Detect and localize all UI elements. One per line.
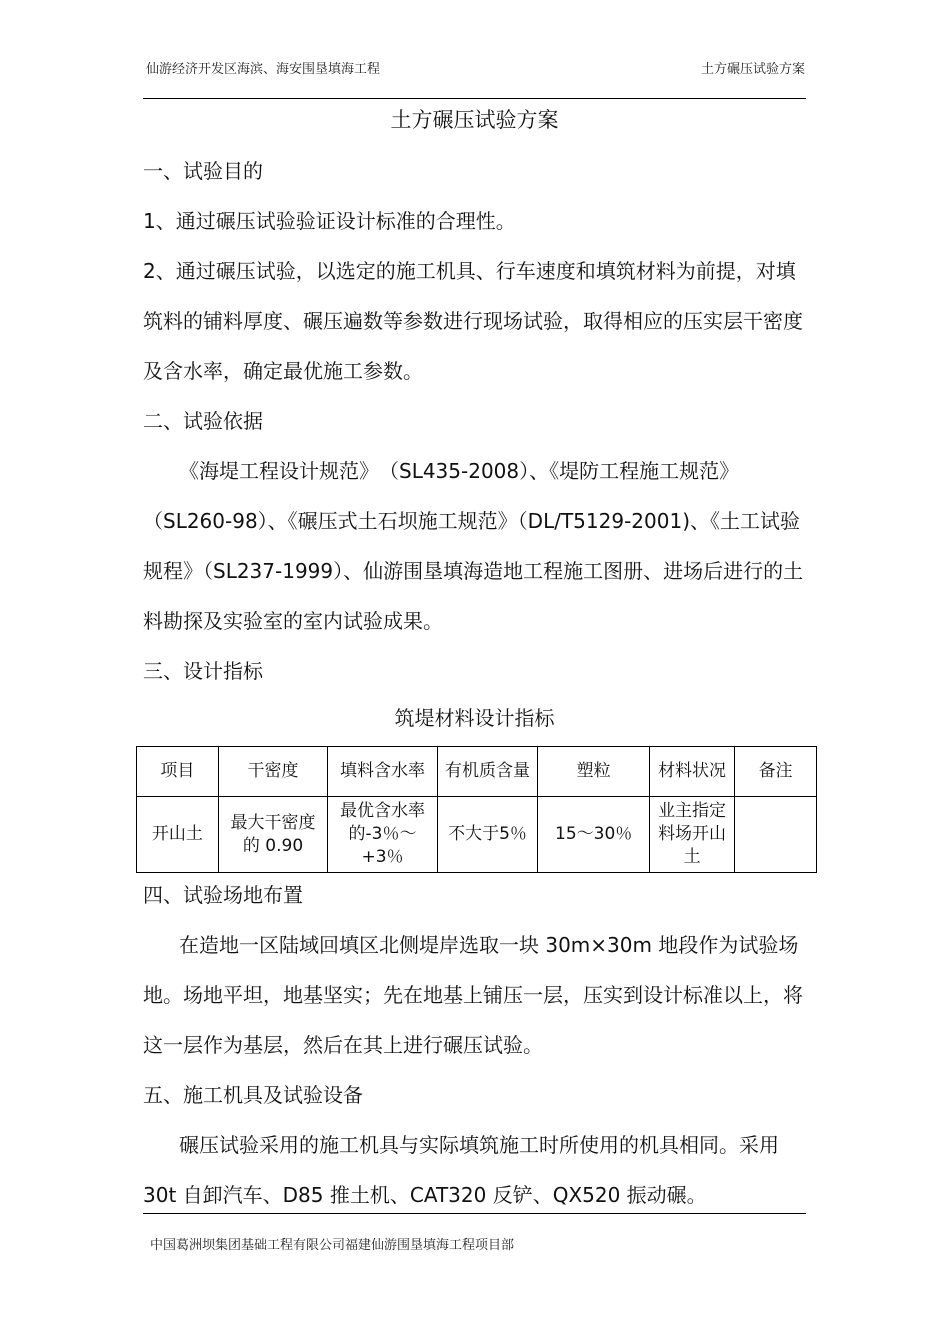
section-1-item-2: 2、通过碾压试验，以选定的施工机具、行车速度和填筑材料为前提，对填筑料的铺料厚度、碾压遍数等参数进行现场试验，取得相应的压实层干密度及含水率，确定最优施工参数。 — [143, 259, 803, 383]
table-cell: 最优含水率的-3％～+3％ — [328, 797, 437, 873]
table-header-cell: 塑粒 — [538, 747, 650, 797]
header-rule — [143, 98, 806, 99]
section-1-heading: 一、试验目的 — [143, 159, 263, 183]
section-2-body: 《海堤工程设计规范》 （SL435-2008）、《堤防工程施工规范》（SL260-98）、《碾压式土石坝施工规范》（DL/T5129-2001)、《土工试验规程》（SL237-1999）、仙游围垦填海造地工程施工图册、进场后进行的土料勘探及实验室的室内试验成果。 — [143, 459, 804, 633]
table-cell: 15～30％ — [538, 797, 650, 873]
table-header-cell: 有机质含量 — [437, 747, 538, 797]
table-header-cell: 备注 — [735, 747, 817, 797]
section-1-item-1: 1、通过碾压试验验证设计标准的合理性。 — [143, 209, 516, 233]
footer-text: 中国葛洲坝集团基础工程有限公司福建仙游围垦填海工程项目部 — [150, 1238, 515, 1253]
document-title: 土方碾压试验方案 — [390, 108, 559, 132]
table-cell: 不大于5％ — [437, 797, 538, 873]
table-cell: 业主指定料场开山土 — [650, 797, 735, 873]
table-header-row — [137, 747, 817, 797]
section-5-body: 碾压试验采用的施工机具与实际填筑施工时所使用的机具相同。采用 30t 自卸汽车、D85 推土机、CAT320 反铲、QX520 振动碾。 — [143, 1133, 779, 1207]
table-row — [137, 797, 817, 873]
table-header-cell: 填料含水率 — [328, 747, 437, 797]
table-header-cell: 材料状况 — [650, 747, 735, 797]
footer-rule — [143, 1213, 806, 1214]
design-spec-table — [136, 746, 817, 873]
header-right-text: 土方碾压试验方案 — [700, 62, 805, 77]
table-cell — [735, 797, 817, 873]
table-header-cell: 干密度 — [218, 747, 327, 797]
section-4-body: 在造地一区陆域回填区北侧堤岸选取一块 30m×30m 地段作为试验场地。场地平坦，地基坚实；先在地基上铺压一层，压实到设计标准以上，将这一层作为基层，然后在其上进行碾压试验。 — [143, 933, 803, 1057]
section-5-heading: 五、施工机具及试验设备 — [143, 1083, 363, 1107]
table-cell: 最大干密度的 0.90 — [218, 797, 327, 873]
section-2-heading: 二、试验依据 — [143, 409, 263, 433]
section-3-heading: 三、设计指标 — [143, 659, 263, 683]
section-4-heading: 四、试验场地布置 — [143, 883, 303, 907]
table-cell: 开山土 — [137, 797, 219, 873]
table-caption: 筑堤材料设计指标 — [394, 706, 555, 730]
table-header-cell: 项目 — [137, 747, 219, 797]
header-left-text: 仙游经济开发区海滨、海安围垦填海工程 — [146, 62, 381, 77]
